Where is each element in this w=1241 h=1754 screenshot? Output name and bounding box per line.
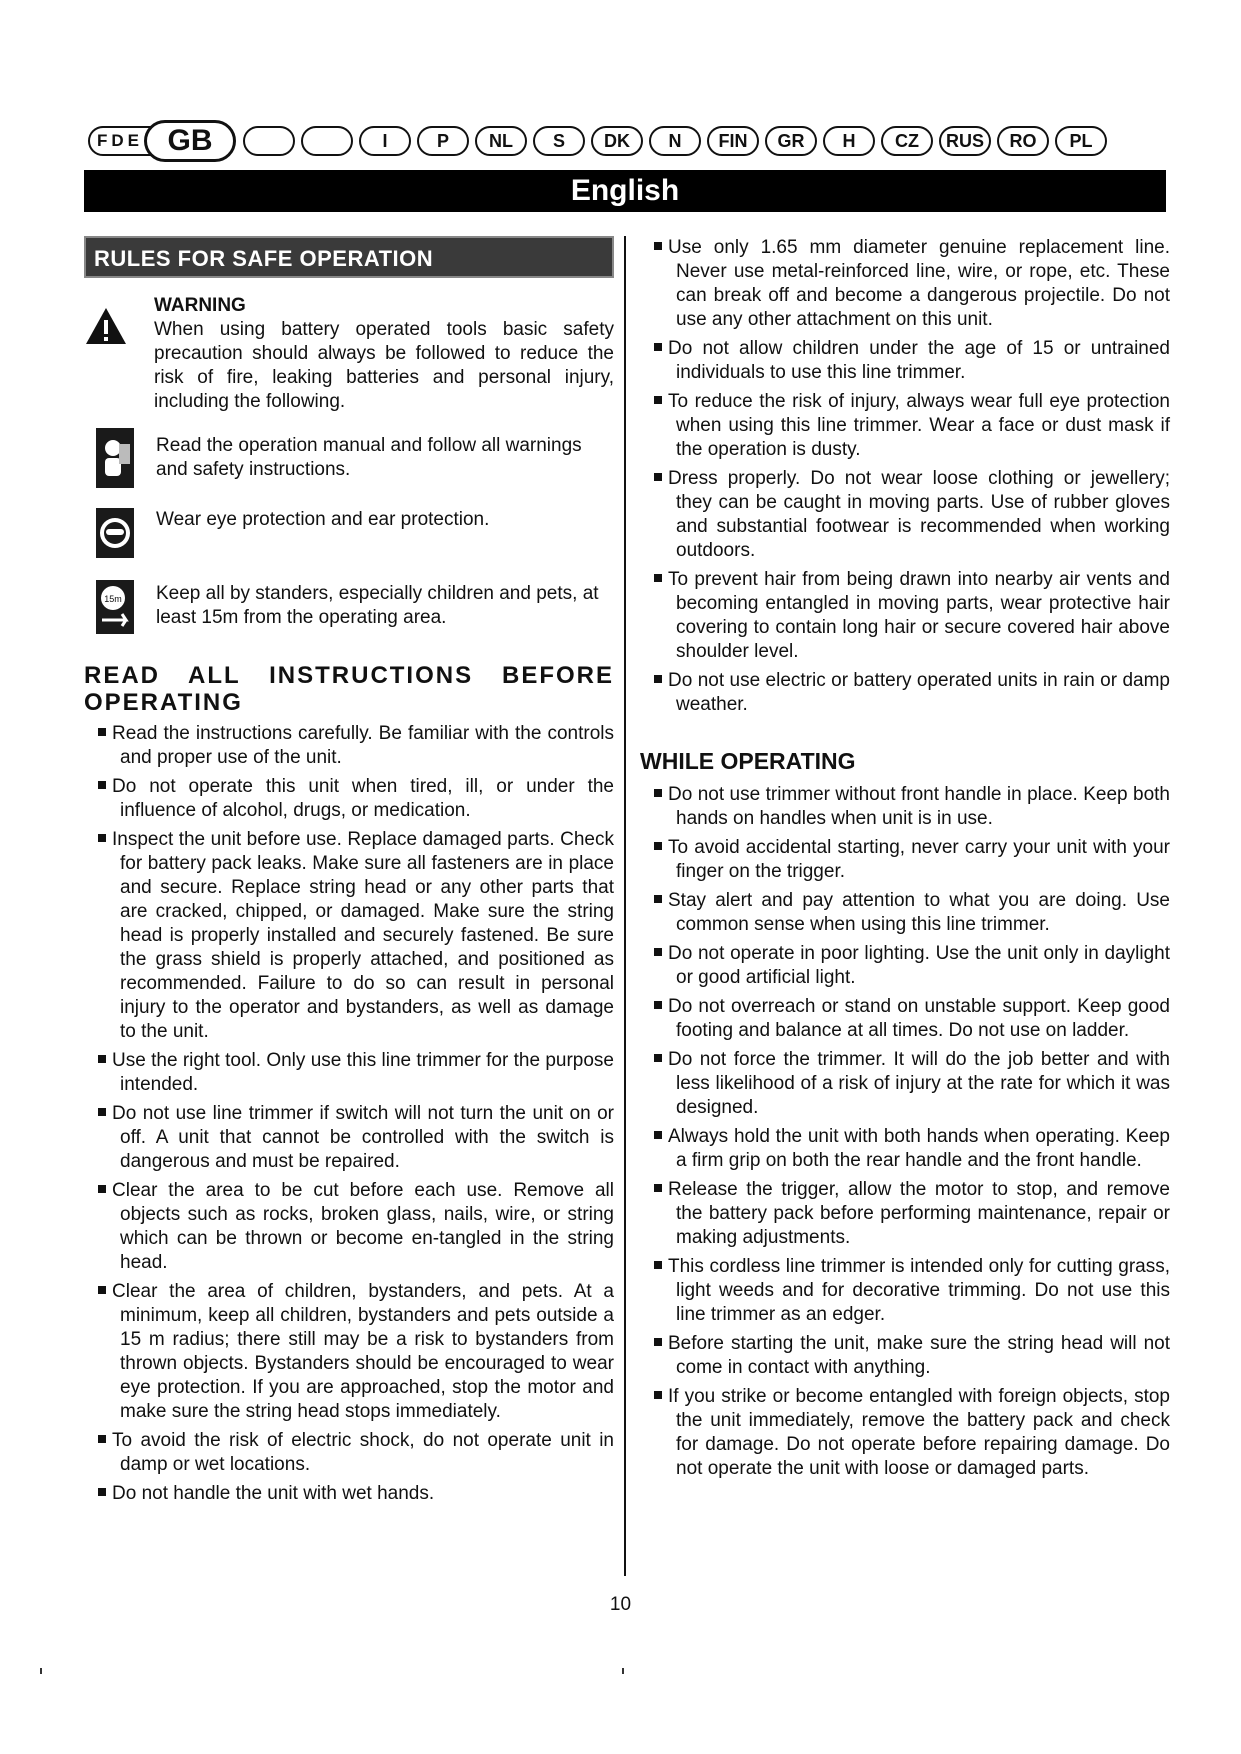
language-title-bar [84,170,1166,212]
language-badge-n[interactable]: N [649,126,701,156]
list-item: Do not handle the unit with wet hands. [84,1482,614,1506]
language-badge-ro[interactable]: RO [997,126,1049,156]
list-item: Before starting the unit, make sure the string head will not come in contact with anything. [640,1332,1170,1380]
icon-item-read-manual [84,428,614,488]
warning-block [84,294,614,414]
column-divider [624,236,626,1576]
list-item: Dress properly. Do not wear loose clothing or jewellery; they can be caught in moving parts. Use of rubber gloves and substantial footwear is recommended when working outdoors. [640,467,1170,563]
language-badge-gr[interactable]: GR [765,126,817,156]
section-title-rules: RULES FOR SAFE OPERATION [84,236,614,278]
list-item: Do not overreach or stand on unstable support. Keep good footing and balance at all times. Do not use on ladder. [640,995,1170,1043]
page-number: 10 [609,1594,632,1615]
language-badge-gb-active[interactable] [144,120,236,162]
list-item: Do not operate this unit when tired, ill, or under the influence of alcohol, drugs, or medication. [84,775,614,823]
right-bullet-list-top [640,236,1170,717]
icon-text-keep-distance: Keep all by standers, especially children and pets, at least 15m from the operating area. [156,583,599,628]
list-item: Clear the area to be cut before each use. Remove all objects such as rocks, broken glass, nails, wire, or string which can be thrown or become en-tangled in the string head. [84,1179,614,1275]
list-item: Do not allow children under the age of 15 or untrained individuals to use this line trimmer. [640,337,1170,385]
list-item: Do not use trimmer without front handle in place. Keep both hands on handles when unit is in use. [640,783,1170,831]
list-item: Stay alert and pay attention to what you are doing. Use common sense when using this line trimmer. [640,889,1170,937]
section-heading-read-instructions [84,662,614,716]
language-label-d: D [111,131,124,150]
eye-ear-protection-icon [96,502,134,562]
icon-item-keep-distance [84,576,614,636]
section-heading-while-operating: WHILE OPERATING [640,748,856,774]
list-item: To avoid the risk of electric shock, do not operate unit in damp or wet locations. [84,1429,614,1477]
language-badge-s[interactable]: S [533,126,585,156]
list-item: To avoid accidental starting, never carry your unit with your finger on the trigger. [640,836,1170,884]
left-column [84,236,614,1511]
language-badge-h[interactable]: H [823,126,875,156]
warning-title: WARNING [154,295,246,316]
page-title: English [570,174,680,207]
language-badge-nl[interactable]: NL [475,126,527,156]
language-badge-p[interactable]: P [417,126,469,156]
list-item: Use the right tool. Only use this line trimmer for the purpose intended. [84,1049,614,1097]
crop-mark-left [40,1668,42,1674]
right-bullet-list-while [640,783,1170,1481]
list-item: Inspect the unit before use. Replace damaged parts. Check for battery pack leaks. Make sure all fasteners are in place and secure. Replace string head or any other parts that are cracked, chipped, or damaged. Make sure the string head is properly installed and securely fastened. Be sure the grass shield is properly attached, and positioned as recommended. Failure to do so can result in personal injury to the operator and bystanders, as well as damage to the unit. [84,828,614,1044]
list-item: Clear the area of children, bystanders, and pets. At a minimum, keep all children, bystanders and pets outside a 15 m radius; there still may be a risk to bystanders from thrown objects. Bystanders should be encouraged to wear eye protection. If you are approached, stop the motor and make sure the string head stops immediately. [84,1280,614,1424]
list-item: Do not operate in poor lighting. Use the unit only in daylight or good artificial light. [640,942,1170,990]
list-item: Release the trigger, allow the motor to stop, and remove the battery pack before performing maintenance, repair or making adjustments. [640,1178,1170,1250]
keep-distance-15m-icon [96,576,134,636]
icon-text-read-manual: Read the operation manual and follow all warnings and safety instructions. [156,435,582,480]
list-item: If you strike or become entangled with foreign objects, stop the unit immediately, remove the battery pack and check for damage. Do not operate before repairing damage. Do not operate the unit with loose or damaged parts. [640,1385,1170,1481]
language-badge-i[interactable]: I [359,126,411,156]
left-bullet-list [84,722,614,1506]
language-label-e: E [127,131,140,150]
language-badge-blank-2[interactable] [301,126,353,156]
language-badge-blank-1[interactable] [243,126,295,156]
heading-line-2: OPERATING [84,689,243,716]
heading-line-1: READ ALL INSTRUCTIONS BEFORE [84,662,614,689]
icon-text-eye-ear: Wear eye protection and ear protection. [156,509,490,530]
language-badge-cz[interactable]: CZ [881,126,933,156]
list-item: Use only 1.65 mm diameter genuine replacement line. Never use metal-reinforced line, wire, or rope, etc. These can break off and become a dangerous projectile. Do not use any other attachment on this unit. [640,236,1170,332]
warning-triangle-icon [84,294,154,414]
list-item: This cordless line trimmer is intended only for cutting grass, light weeds and for decorative trimming. Do not use this line trimmer as an edger. [640,1255,1170,1327]
list-item: Always hold the unit with both hands when operating. Keep a firm grip on both the rear handle and the front handle. [640,1125,1170,1173]
language-label-f: F [97,131,108,150]
list-item: To reduce the risk of injury, always wear full eye protection when using this line trimmer. Wear a face or dust mask if the operation is dusty. [640,390,1170,462]
crop-mark-center [622,1668,624,1674]
language-label-gb: GB [167,124,213,157]
icon-item-eye-ear [84,502,614,562]
right-column [640,236,1170,1486]
list-item: To prevent hair from being drawn into nearby air vents and becoming entangled in moving parts, wear protective hair covering to contain long hair or secure covered hair above shoulder level. [640,568,1170,664]
language-badge-rus[interactable]: RUS [939,126,991,156]
list-item: Do not force the trimmer. It will do the job better and with less likelihood of a risk of injury at the rate for which it was designed. [640,1048,1170,1120]
list-item: Do not use line trimmer if switch will not turn the unit on or off. A unit that cannot be controlled with the switch is dangerous and must be repaired. [84,1102,614,1174]
language-badge-pl[interactable]: PL [1055,126,1107,156]
list-item: Read the instructions carefully. Be familiar with the controls and proper use of the unit. [84,722,614,770]
warning-text: When using battery operated tools basic safety precaution should always be followed to reduce the risk of fire, leaking batteries and personal injury, including the following. [154,319,614,412]
read-manual-icon [96,428,134,488]
list-item: Do not use electric or battery operated units in rain or damp weather. [640,669,1170,717]
language-badge-dk[interactable]: DK [591,126,643,156]
language-badge-fin[interactable]: FIN [707,126,759,156]
distance-icon-label: 15m [104,594,122,604]
